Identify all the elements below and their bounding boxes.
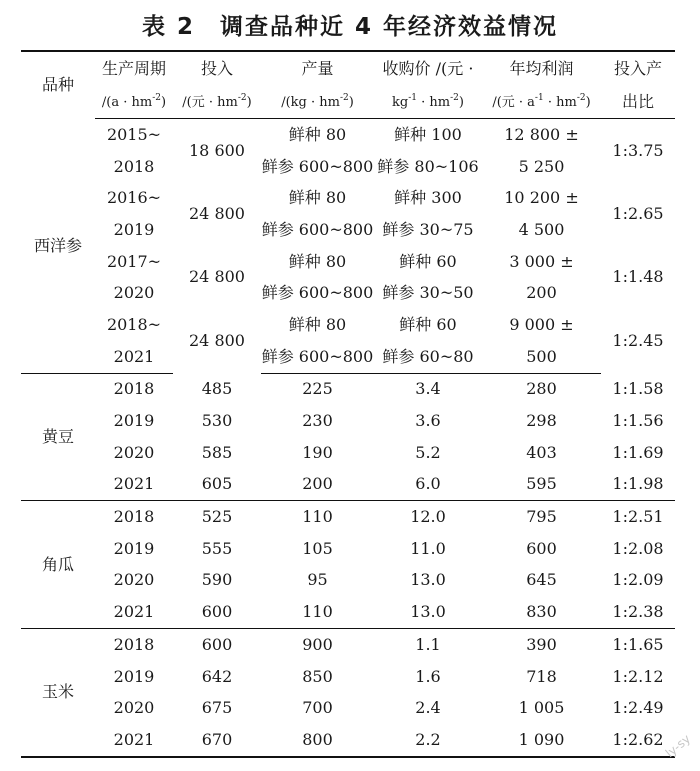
table-row (21, 692, 675, 724)
profit-cell: 500 (482, 341, 601, 373)
yield-cell: 230 (302, 411, 333, 431)
cycle-cell: 2015~ (106, 124, 162, 144)
cycle-cell: 2019 (113, 411, 155, 431)
profit-cell: 4 500 (518, 219, 565, 239)
ratio-cell: 1:2.09 (612, 570, 664, 590)
header-price: 收购价 /(元 · (374, 51, 482, 86)
price-cell: 鲜种 100 (394, 124, 462, 144)
header-row-2 (21, 86, 675, 119)
price-cell: 1.1 (415, 634, 441, 654)
header-cycle-unit: $/(a \cdot hm^{-2})$ (95, 86, 173, 119)
economic-benefit-table (21, 50, 675, 758)
profit-cell: 3 000 ± (509, 251, 574, 271)
price-cell: 13.0 (374, 596, 482, 628)
ratio-cell: 1:2.51 (612, 507, 664, 527)
header-profit: 年均利润 (482, 51, 601, 86)
cycle-cell: 2018 (113, 634, 155, 654)
yield-cell: 95 (307, 570, 328, 590)
ratio-cell: 1:1.69 (612, 442, 664, 462)
invest-cell: 600 (201, 634, 233, 654)
invest-cell: 530 (201, 411, 233, 431)
header-cycle: 生产周期 (95, 51, 173, 86)
profit-cell: 280 (526, 379, 557, 399)
price-cell: 2.2 (374, 724, 482, 757)
yield-cell: 鲜种 80 (288, 124, 347, 144)
yield-cell: 鲜种 80 (288, 188, 347, 208)
ratio-cell: 1:2.49 (612, 698, 664, 718)
cycle-cell: 2019 (113, 538, 155, 558)
ratio-cell: 1:1.65 (612, 634, 664, 654)
ratio-cell: 1:1.48 (612, 267, 664, 287)
yield-cell: 225 (302, 379, 333, 399)
watermark: ly-sy (662, 731, 694, 761)
profit-cell: 718 (526, 666, 557, 686)
cycle-cell: 2021 (95, 596, 173, 628)
header-yield: 产量 (261, 51, 374, 86)
header-row-1 (21, 51, 675, 86)
yield-cell: 鲜参 600~800 (261, 219, 374, 239)
header-variety: 品种 (21, 51, 95, 119)
yield-cell: 鲜种 80 (288, 314, 347, 334)
variety-cell: 黄豆 (21, 373, 95, 501)
profit-cell: 795 (526, 507, 557, 527)
price-cell: 鲜参 30~75 (382, 219, 474, 239)
table-row (21, 341, 675, 373)
price-cell: 鲜种 60 (399, 314, 457, 334)
yield-cell: 鲜参 600~800 (261, 283, 374, 303)
table-row (21, 469, 675, 501)
price-cell: 鲜参 30~50 (382, 283, 474, 303)
header-yield-unit: $/(kg \cdot hm^{-2})$ (261, 86, 374, 119)
yield-cell: 110 (261, 596, 374, 628)
header-price-unit: $kg^{-1} \cdot hm^{-2}$) (374, 86, 482, 119)
table-row (21, 246, 675, 278)
invest-cell: 675 (201, 698, 233, 718)
cycle-cell: 2021 (95, 341, 173, 373)
price-cell: 鲜参 60~80 (374, 341, 482, 373)
cycle-cell: 2016~ (106, 188, 162, 208)
cycle-cell: 2019 (113, 219, 155, 239)
profit-cell: 595 (482, 469, 601, 501)
ratio-cell: 1:1.56 (612, 411, 664, 431)
table-row (21, 629, 675, 661)
table-row (21, 309, 675, 341)
table-row (21, 501, 675, 533)
invest-cell: 585 (201, 442, 233, 462)
price-cell: 鲜参 80~106 (377, 156, 479, 176)
table-row (21, 596, 675, 628)
table-body (21, 119, 675, 757)
price-cell: 13.0 (410, 570, 446, 590)
yield-cell: 700 (302, 698, 333, 718)
yield-cell: 900 (302, 634, 333, 654)
ratio-cell: 1:2.62 (601, 724, 675, 757)
cycle-cell: 2021 (95, 724, 173, 757)
cycle-cell: 2019 (113, 666, 155, 686)
cycle-cell: 2020 (113, 698, 155, 718)
yield-cell: 800 (261, 724, 374, 757)
header-invest-unit: /(元 · $hm^{-2}$) (173, 86, 261, 119)
table-row (21, 151, 675, 183)
profit-cell: 390 (526, 634, 557, 654)
table-row (21, 405, 675, 437)
cycle-cell: 2021 (95, 469, 173, 501)
table-row (21, 661, 675, 693)
profit-cell: 830 (482, 596, 601, 628)
profit-cell: 12 800 ± (504, 124, 579, 144)
price-cell: 6.0 (374, 469, 482, 501)
invest-cell: 18 600 (189, 140, 245, 160)
invest-cell: 525 (201, 507, 233, 527)
profit-cell: 403 (526, 442, 557, 462)
table-row (21, 437, 675, 469)
cycle-cell: 2017~ (106, 251, 162, 271)
variety-cell: 角瓜 (21, 501, 95, 629)
header-invest: 投入 (173, 51, 261, 86)
ratio-cell: 1:3.75 (612, 140, 664, 160)
profit-cell: 5 250 (518, 156, 565, 176)
profit-cell: 1 005 (518, 698, 565, 718)
invest-cell: 605 (173, 469, 261, 501)
yield-cell: 鲜参 600~800 (261, 341, 374, 373)
price-cell: 5.2 (415, 442, 441, 462)
yield-cell: 105 (302, 538, 333, 558)
yield-cell: 鲜参 600~800 (261, 156, 374, 176)
ratio-cell: 1:1.98 (601, 469, 675, 501)
ratio-cell: 1:2.12 (612, 666, 664, 686)
cycle-cell: 2020 (113, 570, 155, 590)
table-row (21, 214, 675, 246)
cycle-cell: 2020 (113, 442, 155, 462)
yield-cell: 200 (261, 469, 374, 501)
profit-cell: 10 200 ± (504, 188, 579, 208)
table-row (21, 724, 675, 757)
price-cell: 2.4 (415, 698, 441, 718)
price-cell: 鲜种 60 (399, 251, 457, 271)
table-row (21, 373, 675, 405)
invest-cell: 642 (201, 666, 233, 686)
ratio-cell: 1:1.58 (612, 379, 664, 399)
profit-cell: 600 (526, 538, 557, 558)
price-cell: 12.0 (410, 507, 446, 527)
table-row (21, 182, 675, 214)
ratio-cell: 1:2.65 (612, 204, 664, 224)
price-cell: 3.6 (415, 411, 441, 431)
price-cell: 11.0 (410, 538, 446, 558)
profit-cell: 1 090 (482, 724, 601, 757)
table-row (21, 119, 675, 151)
cycle-cell: 2020 (113, 283, 155, 303)
variety-cell: 玉米 (21, 629, 95, 757)
invest-cell: 600 (173, 596, 261, 628)
yield-cell: 190 (302, 442, 333, 462)
table-row (21, 533, 675, 565)
invest-cell: 24 800 (189, 331, 245, 351)
table-title: 表 2 调查品种近 4 年经济效益情况 (141, 14, 559, 40)
invest-cell: 555 (201, 538, 233, 558)
cycle-cell: 2018 (113, 507, 155, 527)
profit-cell: 200 (526, 283, 557, 303)
yield-cell: 鲜种 80 (288, 251, 347, 271)
table-row (21, 277, 675, 309)
invest-cell: 670 (173, 724, 261, 757)
invest-cell: 485 (201, 379, 233, 399)
ratio-cell: 1:2.45 (612, 331, 664, 351)
invest-cell: 24 800 (189, 267, 245, 287)
yield-cell: 850 (302, 666, 333, 686)
invest-cell: 24 800 (189, 204, 245, 224)
price-cell: 鲜种 300 (394, 188, 462, 208)
table-row (21, 565, 675, 597)
header-ratio: 投入产 (601, 51, 675, 86)
header-ratio-2: 出比 (601, 86, 675, 119)
ratio-cell: 1:2.38 (601, 596, 675, 628)
header-profit-unit: /(元 · $a^{-1} \cdot hm^{-2}$) (482, 86, 601, 119)
profit-cell: 9 000 ± (509, 314, 574, 334)
variety-cell: 西洋参 (21, 119, 95, 374)
profit-cell: 645 (526, 570, 557, 590)
invest-cell: 590 (201, 570, 233, 590)
profit-cell: 298 (526, 411, 557, 431)
cycle-cell: 2018 (113, 379, 155, 399)
cycle-cell: 2018~ (106, 314, 162, 334)
ratio-cell: 1:2.08 (612, 538, 664, 558)
price-cell: 1.6 (415, 666, 441, 686)
price-cell: 3.4 (415, 379, 441, 399)
yield-cell: 110 (302, 507, 333, 527)
cycle-cell: 2018 (113, 156, 155, 176)
